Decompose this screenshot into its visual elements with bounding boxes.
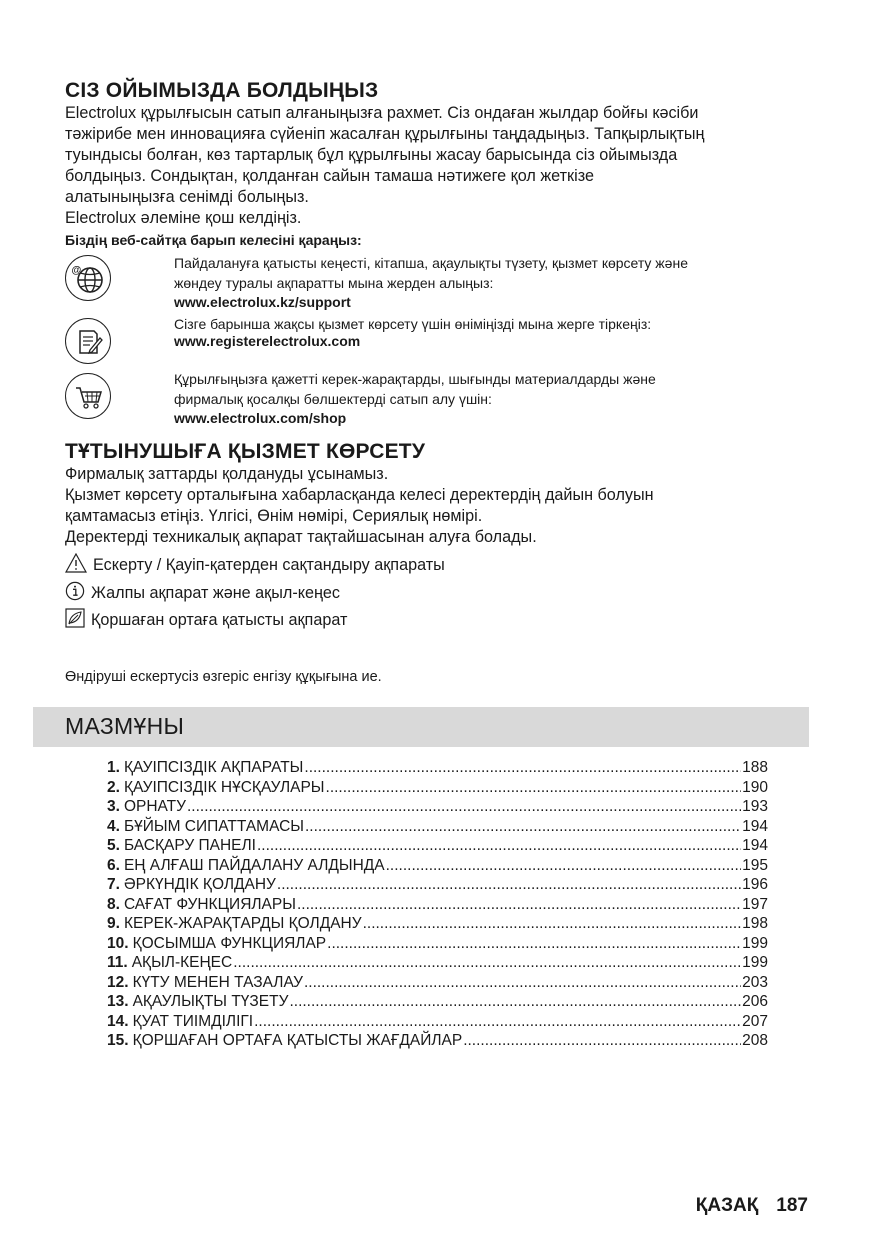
section-title-customer-service: ТҰТЫНУШЫҒА ҚЫЗМЕТ КӨРСЕТУ bbox=[65, 440, 426, 463]
toc-item[interactable] bbox=[107, 857, 768, 876]
toc-item-label: ҚАУІПСІЗДІК АҚПАРАТЫ bbox=[123, 759, 304, 776]
globe-icon bbox=[65, 255, 111, 301]
toc-item[interactable] bbox=[107, 779, 768, 798]
toc-item-page: 198 bbox=[742, 915, 768, 932]
toc-item-page: 190 bbox=[742, 778, 768, 796]
toc-leader-dots bbox=[463, 1032, 741, 1050]
toc-leader-dots bbox=[289, 993, 741, 1011]
legend-environment bbox=[65, 608, 347, 633]
service-text-line: Фирмалық заттарды қолдануды ұсынамыз. bbox=[65, 465, 389, 483]
toc-item-number: 3. bbox=[107, 798, 120, 815]
register-description-line: Сізге барынша жақсы қызмет көрсету үшін өніміңізді мына жерге тіркеңіз: bbox=[174, 316, 652, 332]
toc-leader-dots bbox=[304, 974, 741, 992]
toc-item-page: 208 bbox=[742, 1032, 768, 1049]
toc-item-number: 7. bbox=[107, 876, 120, 893]
service-text-line: Қызмет көрсету орталығына хабарласқанда келесі деректердің дайын болуын bbox=[65, 486, 654, 504]
toc-item-label: ҚОСЫМША ФУНКЦИЯЛАР bbox=[132, 934, 327, 952]
toc-item-page: 199 bbox=[742, 954, 768, 971]
service-text-line: Деректерді техникалық ақпарат тақтайшасынан алуға болады. bbox=[65, 528, 537, 546]
toc-item[interactable] bbox=[107, 974, 768, 993]
toc-item-label: БҰЙЫМ СИПАТТАМАСЫ bbox=[123, 817, 304, 835]
toc-item-page: 195 bbox=[742, 856, 768, 874]
welcome-text-line: алатыныңызға сенімді болыңыз. bbox=[65, 188, 309, 206]
toc-item-label: ЕҢ АЛҒАШ ПАЙДАЛАНУ АЛДЫНДА bbox=[123, 856, 385, 874]
toc-item-label: КҮТУ МЕНЕН ТАЗАЛАУ bbox=[132, 973, 303, 991]
toc-item-page: 194 bbox=[742, 817, 768, 835]
legend-info-text: Жалпы ақпарат және ақыл-кеңес bbox=[91, 584, 341, 602]
toc-leader-dots bbox=[304, 759, 741, 777]
support-description-line: Пайдалануға қатысты кеңесті, кітапша, ақаулықты түзету, қызмет көрсету және bbox=[174, 255, 688, 271]
toc-leader-dots bbox=[254, 1013, 741, 1031]
toc-item-page: 206 bbox=[742, 993, 768, 1010]
toc-item[interactable] bbox=[107, 935, 768, 954]
section-title-welcome: СІЗ ОЙЫМЫЗДА БОЛДЫҢЫЗ bbox=[65, 79, 379, 102]
toc-item-label: КЕРЕК-ЖАРАҚТАРДЫ ҚОЛДАНУ bbox=[123, 915, 362, 932]
toc-item-label: САҒАТ ФУНКЦИЯЛАРЫ bbox=[123, 895, 296, 913]
support-link[interactable]: www.electrolux.kz/support bbox=[174, 294, 351, 310]
toc-leader-dots bbox=[187, 798, 741, 816]
toc-item[interactable] bbox=[107, 993, 768, 1012]
toc-item-label: ӘРКҮНДІК ҚОЛДАНУ bbox=[123, 876, 276, 893]
footer-language: ҚАЗАҚ bbox=[695, 1195, 759, 1216]
manufacturer-notice: Өндіруші ескертусіз өзгеріс енгізу құқығына ие. bbox=[65, 669, 382, 685]
toc-item-page: 196 bbox=[742, 876, 768, 893]
legend-warning-text: Ескерту / Қауіп-қатерден сақтандыру ақпараты bbox=[93, 556, 445, 574]
welcome-text-line: Electrolux құрылғысын сатып алғаныңызға рахмет. Сіз ондаған жылдар бойғы кәсіби bbox=[65, 104, 699, 122]
toc-item-label: АҚЫЛ-КЕҢЕС bbox=[131, 954, 233, 971]
info-icon bbox=[65, 581, 85, 606]
welcome-text-line: туындысы болған, көз тартарлық бұл құрылғыны жасау барысында сіз ойымызда bbox=[65, 146, 678, 164]
toc-item-number: 2. bbox=[107, 778, 120, 796]
toc-item-page: 188 bbox=[742, 759, 768, 776]
shop-description-line: фирмалық қосалқы бөлшектерді сатып алу үшін: bbox=[174, 391, 492, 407]
toc-item-label: ҚУАТ ТИІМДІЛІГІ bbox=[132, 1012, 254, 1030]
toc-leader-dots bbox=[327, 935, 741, 953]
toc-item-page: 194 bbox=[742, 837, 768, 854]
leaf-environment-icon bbox=[65, 608, 85, 633]
toc-item-label: ҚОРШАҒАН ОРТАҒА ҚАТЫСТЫ ЖАҒДАЙЛАР bbox=[132, 1032, 463, 1049]
toc-item-number: 5. bbox=[107, 837, 120, 854]
legend-environment-text: Қоршаған ортаға қатысты ақпарат bbox=[91, 611, 348, 629]
toc-item[interactable] bbox=[107, 818, 768, 837]
warning-triangle-icon bbox=[65, 553, 87, 578]
toc-item[interactable] bbox=[107, 798, 768, 817]
toc-item[interactable] bbox=[107, 876, 768, 895]
service-text-line: қамтамасыз етіңіз. Үлгісі, Өнім нөмірі, Сериялық нөмірі. bbox=[65, 507, 483, 525]
register-link[interactable]: www.registerelectrolux.com bbox=[174, 333, 361, 349]
toc-item[interactable] bbox=[107, 896, 768, 915]
toc-leader-dots bbox=[297, 896, 741, 914]
support-description-line: жөндеу туралы ақпаратты мына жерден алыңыз: bbox=[174, 275, 494, 291]
toc-item[interactable] bbox=[107, 915, 768, 934]
toc-item[interactable] bbox=[107, 1032, 768, 1051]
toc-item-number: 12. bbox=[107, 973, 129, 991]
welcome-text-line: болдыңыз. Сондықтан, қолданған сайын тамаша нәтижеге қол жеткізе bbox=[65, 167, 594, 185]
toc-item[interactable] bbox=[107, 954, 768, 973]
welcome-text-line: Electrolux әлеміне қош келдіңіз. bbox=[65, 209, 302, 227]
toc-item[interactable] bbox=[107, 1013, 768, 1032]
svg-text:@: @ bbox=[71, 265, 82, 276]
welcome-text-line: тәжірибе мен инновацияға сүйеніп жасалған құрылғыны таңдадыңыз. Тапқырлықтың bbox=[65, 125, 705, 143]
toc-item-number: 8. bbox=[107, 895, 120, 913]
toc-item-number: 6. bbox=[107, 856, 120, 874]
toc-item-number: 9. bbox=[107, 915, 120, 932]
toc-leader-dots bbox=[326, 779, 742, 797]
toc-item-label: АҚАУЛЫҚТЫ ТҮЗЕТУ bbox=[132, 993, 289, 1010]
toc-item-number: 1. bbox=[107, 759, 120, 776]
website-heading: Біздің веб-сайтқа барып келесіні қараңыз: bbox=[65, 232, 362, 248]
toc-leader-dots bbox=[363, 915, 742, 933]
toc-leader-dots bbox=[386, 857, 742, 875]
toc-title: МАЗМҰНЫ bbox=[65, 713, 185, 739]
toc-leader-dots bbox=[257, 837, 741, 855]
toc-item-page: 199 bbox=[742, 934, 768, 952]
legend-warning bbox=[65, 553, 445, 578]
toc-leader-dots bbox=[277, 876, 741, 894]
page-footer bbox=[696, 1195, 808, 1217]
shop-description-line: Құрылғыңызға қажетті керек-жарақтарды, шығынды материалдарды және bbox=[174, 371, 656, 387]
toc-item-number: 10. bbox=[107, 934, 129, 952]
toc-item-page: 193 bbox=[742, 798, 768, 815]
shop-link[interactable]: www.electrolux.com/shop bbox=[174, 410, 347, 426]
toc-leader-dots bbox=[305, 818, 741, 836]
shopping-cart-icon bbox=[65, 373, 111, 419]
toc-item-number: 13. bbox=[107, 993, 129, 1010]
toc-item-label: ОРНАТУ bbox=[123, 798, 186, 815]
toc-item-number: 11. bbox=[107, 954, 128, 971]
register-document-icon bbox=[65, 318, 111, 364]
toc-item-number: 14. bbox=[107, 1012, 129, 1030]
toc-leader-dots bbox=[233, 954, 741, 972]
toc-item-page: 207 bbox=[742, 1012, 768, 1030]
legend-info bbox=[65, 581, 340, 606]
footer-page-number: 187 bbox=[776, 1195, 808, 1216]
toc-item-number: 4. bbox=[107, 817, 120, 835]
toc-item-number: 15. bbox=[107, 1032, 129, 1049]
toc-item[interactable] bbox=[107, 837, 768, 856]
toc-item-label: ҚАУІПСІЗДІК НҰСҚАУЛАРЫ bbox=[123, 778, 325, 796]
toc-item-page: 197 bbox=[742, 895, 768, 913]
toc-item[interactable] bbox=[107, 759, 768, 778]
toc-item-page: 203 bbox=[742, 973, 768, 991]
toc-item-label: БАСҚАРУ ПАНЕЛІ bbox=[123, 837, 256, 854]
